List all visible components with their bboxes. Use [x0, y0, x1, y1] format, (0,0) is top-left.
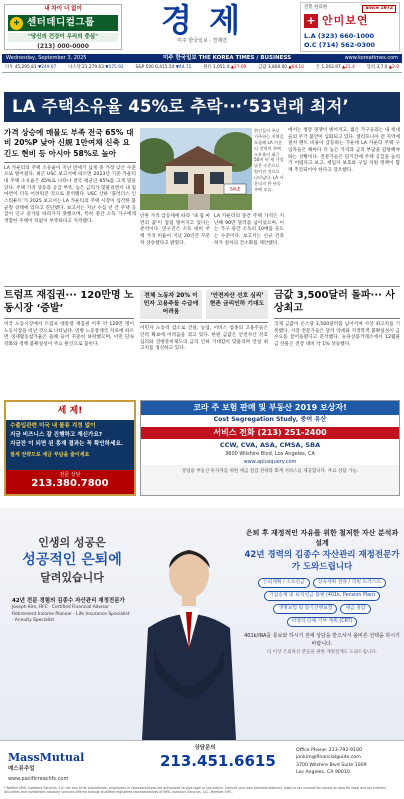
accounting-ad-sub: Cost Segregation Study, 중여 유산: [213, 416, 327, 423]
publication-url[interactable]: www.koreatimes.com: [344, 55, 398, 62]
ticker-item: [68, 65, 123, 70]
retirement-ad-note: 401k/IRA를 통보와 하시기 전에 상담을 받으셔서 올바른 선택을 하시기 바랍니다.: [244, 633, 400, 647]
lead-subhead: 가격 상승에 매물도 부족 전국 65% 대비 20%P 낮아 신规 1만여채 신축 요긴도 현비 등 아시아 58%로 높아: [4, 128, 134, 158]
accounting-ad-note: 상업용 부동산 투자자를 위한 세금 절감 전략과 회계 서비스를 제공합니다. 무료 상담 가능.: [181, 469, 359, 474]
advisor-photo: [134, 528, 244, 740]
divider: [140, 322, 268, 323]
retirement-ad-quote-3: 달려있습니다: [40, 571, 104, 585]
ticker-label: 나스닥: [68, 65, 81, 71]
ticker-value: 1,051.4: [212, 65, 230, 71]
massmutual-website[interactable]: www.pacificreachfs.com: [8, 775, 69, 782]
story-subhead-b: ‘안전자산 선호 심리’ 현존 금리인하 기대도: [209, 293, 265, 307]
ad-right-since-badge: Since 1972: [362, 5, 396, 13]
tax-ad-line-2: 지금 비즈니스 잘 진행하고 계신가요?: [10, 432, 103, 438]
tax-ad-phone: 213.380.7800: [31, 478, 109, 490]
advisor-portrait-image: [134, 528, 244, 740]
advisor-bio-title: 42년 전문 경험의 김종수 자산관리 재정전문가: [12, 598, 125, 604]
service-chip: 은퇴계획 / 소득연금: [258, 578, 310, 588]
accounting-ad-header: 코라 주 보험 판매 및 부동산 2019 보상자!: [141, 401, 399, 415]
ticker-label: 다우: [5, 65, 14, 71]
lead-left-column: [4, 128, 136, 226]
lead-headline[interactable]: LA 주택소유율 45%로 추락···‘53년래 최저’: [4, 92, 400, 122]
ad-right-category: 전통 한의원: [304, 5, 328, 10]
accounting-ad-services: CCW, CVA, ASA, CMSA, SBA: [219, 441, 321, 449]
retirement-ad-quote-2: 성공적인 은퇴에: [22, 551, 122, 568]
service-chip-row: [244, 604, 400, 614]
accounting-ad-phone: 서비스 전화 (213) 251-2400: [141, 427, 399, 439]
ticker-value: 45,295.81: [14, 65, 37, 71]
ticker-change: ▼175.92: [105, 65, 124, 71]
market-ticker: [2, 64, 402, 73]
office-info: [296, 747, 400, 776]
office-email[interactable]: jonkim@financialguide.com: [296, 755, 361, 761]
ad-right-phone-oc: O.C (714) 562-0300: [304, 41, 376, 49]
section-title: 경 제: [161, 1, 243, 39]
tax-ad-line-1: 수출입관련 미국 내 물류 걱정 없이: [10, 423, 96, 429]
retirement-ad-right: [244, 528, 400, 656]
service-chip-row: [244, 591, 400, 601]
divider: [4, 162, 136, 163]
massmutual-korean: 매스뮤추얼: [8, 765, 35, 772]
date-bar: [2, 54, 402, 63]
lead-bottom-columns: [140, 214, 284, 247]
story-labor: [4, 290, 134, 349]
ticker-item: [367, 65, 399, 70]
retirement-ad-heading-2: 42년 경력의 김종수 자산관리 재정전문가가 도와드립니다: [244, 550, 400, 572]
service-chip: 세금 절감: [340, 604, 370, 614]
tax-ad-phone-bar: [6, 470, 134, 494]
ticker-value: 3,7.0: [376, 65, 388, 71]
lead-body-left: LA 카운티의 주택 소유율이 지난 반세기 넘게 중 가장 낮은 수준으로 떨어졌다. 최근 USC 보고서에 따르면 2023년 기준 카운티 내 주택 소유율은 45%로 나타나 전국 평균인 65%를 크게 밑돌았다. 주택 가격 상승과 공급 부족, 높은 금리가 맞물리면서 내 집 마련이 더욱 어려워진 것으로 분석됐다. USC 산하 ‘플러더스 인스티튜트’가 2025 보고서는 LA 카운티의 주택 시장이 심각한 불균형 상태에 있다고 진단했다. 보고서는 지난 수십 년 간 주택 공급이 인구 증가를 따라가지 못했으며, 특히 중간 소득 가구에게 적합한 주택이 턱없이 부족하다고 지적했다.: [4, 165, 136, 225]
accounting-ad-address: 3600 Wilshire Blvd, Los Angeles, CA: [225, 451, 315, 457]
office-address-1: 3700 Wilshire Blvd Suite 1009: [296, 762, 367, 768]
ad-brand-row: [8, 15, 118, 31]
for-sale-sign: SALE: [229, 186, 241, 192]
legal-disclaimer: * Neither MML Investors Services, LLC nor any of its subsidiaries, employees or representatives are authorized to give legal or tax advice. Consult your own personal attorney, legal or tax counsel for advice on specific legal and tax matters. Securities and investment advisory services offered through qualified registered representatives of MML Investors Services, LLC. Member SIPC.: [4, 786, 387, 795]
lead-right-column: [288, 128, 400, 175]
service-chip-row: [244, 617, 400, 627]
ad-slogan: 내 차이 너 없이: [44, 6, 82, 12]
ticker-value: 1,263.97: [321, 65, 341, 71]
ad-brand-name: 센터데디컬그룹: [27, 17, 95, 29]
lead-body-right: 에서는 청장 경쟁이 벌어지고, 젊은 가구들과는 내 세대들의 주거 불안이 심화되고 있다. 캘리포니아 전 지역에 걸쳐 렌트 비용이 급등하는 가운데 LA 카운티 주택 구입자들은 해마다 더 높은 가격과 금리 부담을 감당해야 하는 상황이다. 전문가들은 단기간에 주택 공급을 늘리기 어렵다고 보고, 세입자 보호와 구입 지원 정책이 함께 추진되어야 한다고 강조했다.: [288, 128, 400, 174]
ticker-item: [258, 65, 304, 70]
issue-date: Wednesday, September 3, 2025: [6, 55, 87, 62]
retirement-ad-quote-1: 인생의 성공은: [38, 536, 106, 549]
tax-ad-banner: 세 제!: [6, 402, 134, 420]
consult-label: 상담문의: [194, 745, 216, 751]
story-mid-body: 이민자 노동력 감소로 건설, 농업, 서비스 업종의 고용주들은 인력 확보에 어려움을 겪고 있다. 한편 금값은 안전자산 선호 심리와 연방준비제도의 금리 인하 기대감이 맞물리며 연일 최고치를 경신하고 있다.: [140, 326, 268, 352]
ticker-label: 금값: [258, 65, 267, 71]
divider: [4, 318, 134, 319]
divider: [274, 318, 400, 319]
masthead-ad-left[interactable]: [4, 4, 122, 50]
ticker-change: ▲21.4: [342, 65, 355, 71]
story-subhead-box-b: [206, 290, 268, 319]
ticker-label: S&P 500: [135, 65, 154, 71]
ticker-item: [5, 65, 56, 70]
lead-photo-caption: 한인들이 주로 거주하는 지역을 포함해 LA 카운티 전역의 주택 소유율이 최근 50여 년 새 가장 낮은 수준으로 떨어진 것으로 나타났다. LA 카운티의 한 단독주택 모습.: [254, 128, 284, 192]
tax-ad[interactable]: [4, 400, 136, 496]
service-chip: 생명보험 및 장기간병보험: [273, 604, 337, 614]
retirement-ad-left: [12, 536, 132, 625]
accounting-ad[interactable]: [140, 400, 400, 496]
ad-phone: (213) 000-0000: [37, 43, 89, 50]
accounting-ad-url: www.aplusquery.com: [243, 459, 297, 465]
service-chip: 상속계획 전략 / 리빙 트러스트: [313, 578, 386, 588]
ad-right-phone-la: L.A (323) 660-1000: [304, 32, 375, 40]
service-chips: [244, 578, 400, 627]
ticker-value: 21,279.63: [82, 65, 104, 71]
retirement-ad-heading-1: 은퇴 후 재정적인 자유를 위한 철저한 자산 분석과 설계: [245, 529, 399, 548]
story-labor-headline[interactable]: 트럼프 재집권··· 120만명 노동시장 ‘증발’: [4, 290, 134, 314]
story-subhead-box-a: [140, 290, 202, 319]
medical-logo-icon: ✚: [10, 17, 23, 30]
lead-body-bottom-a: 인한 가격 급등세에 따라 ‘내 집 마련의 꿈’이 점점 멀어지고 있다는 분석이다. 연구진은 소득 대비 주택 가격 비율이 지난 20년간 꾸준히 상승했다고 밝혔다.: [140, 214, 210, 246]
ad-tagline: "당신의 건강이 우리의 중심": [8, 33, 118, 42]
cross-icon: +: [304, 14, 318, 28]
tax-ad-who: 전문 상담: [59, 472, 81, 478]
ticker-change: ▼44.72: [175, 65, 192, 71]
service-chip: 비영리 단체 기부 계획 (CRT): [287, 617, 358, 627]
section-subtitle: 미주 한국일보 · 경제면: [177, 38, 227, 44]
ticker-item: [136, 65, 192, 70]
story-labor-body: 미국 노동시장에서 트럼프 대통령 재집권 이후 약 120만 명이 노동시장을 떠난 것으로 나타났다. 연방 노동통계국 자료에 따르면 경제활동참가율은 올해 들어 꾸준히 하락했으며, 이민 단속 강화와 정책 불확실성이 주요 원인으로 꼽힌다.: [4, 322, 134, 348]
ticker-change: ▲2.0: [388, 65, 399, 71]
massmutual-wordmark: MassMutual: [8, 751, 85, 764]
story-gold: [274, 290, 400, 349]
ticker-label: 달러: [366, 65, 376, 71]
masthead: [0, 0, 404, 64]
advisor-bio-text: Joseph Kim, RFC · Certified Financial Advisor · Retirement Income Planner · Life Insurance Specialist · Annuity Specialist: [12, 605, 130, 624]
ticker-change: ▲64.10: [288, 65, 305, 71]
publication-logo: 미주 한국일보 THE KOREA TIMES / BUSINESS: [162, 55, 292, 62]
tax-ad-line-4: 절세 전략으로 세금 부담을 줄이세요: [10, 452, 90, 458]
lead-body-bottom-b: LA 카운티의 중간 주택 가격은 지난해 90만 달러를 넘어섰으며, 이는 가구 중간 소득의 10배를 웃도는 수준이다. 보고서는 신규 건축 허가 절차의 간소화를 제안했다.: [214, 214, 284, 246]
story-subhead-a: 전체 노동자 20% 이민자 고용주들 수급에 어려움: [143, 293, 199, 315]
retirement-ad-footer: [0, 740, 404, 784]
story-gold-body: 국제 금값이 온스당 3,500달러를 넘어서며 사상 최고치를 기록했다. 시장 전문가들은 달러 약세와 지정학적 불확실성이 금 수요를 끌어올렸다고 분석했다. 뉴욕상품거래소에서 12월물 금 선물은 전장 대비 약 1% 상승했다.: [274, 322, 400, 348]
ticker-item: [316, 65, 355, 70]
ticker-label: 은: [315, 65, 321, 71]
section-divider: [4, 286, 400, 287]
service-chip-row: [244, 578, 400, 588]
ticker-change: ▲27.09: [230, 65, 247, 71]
house-photo-image: [140, 128, 252, 210]
lead-photo[interactable]: [140, 128, 252, 210]
story-gold-headline[interactable]: 금값 3,500달러 돌파··· 사상최고: [274, 290, 396, 314]
consult-phone-block[interactable]: [160, 745, 276, 771]
ticker-value: 6,415.54: [155, 65, 175, 71]
ad-right-top: [304, 5, 396, 13]
ticker-change: ▼249.07: [37, 65, 57, 71]
masthead-ad-right[interactable]: [300, 2, 400, 52]
ticker-label: 원유: [203, 65, 212, 71]
ticker-value: 3,800.00: [267, 65, 288, 71]
ad-right-name: 안미보연: [322, 14, 369, 28]
service-chip: 기업승계 및 퇴직연금 플랜 (401k, Pension Plan): [264, 591, 380, 601]
ticker-item: [203, 65, 246, 70]
retirement-ad[interactable]: [0, 508, 404, 799]
retirement-ad-footnote: 더 이상 은퇴하신 분들을 위한 재정설계도 도와드립니다.: [267, 650, 377, 656]
story-labor-cont: [140, 290, 268, 353]
consult-phone: 213.451.6615: [160, 751, 276, 770]
tax-ad-line-3: 지금잔 이 되면 된 흥재 결과는 꼭 확인하세요.: [10, 441, 124, 447]
advisor-bio: [12, 597, 132, 625]
office-phone: Office Phone: 213-792-9100: [296, 748, 362, 753]
ad-right-name-row: [304, 14, 396, 28]
office-address-2: Los Angeles, CA 90010: [296, 769, 350, 775]
massmutual-logo[interactable]: [8, 751, 94, 782]
